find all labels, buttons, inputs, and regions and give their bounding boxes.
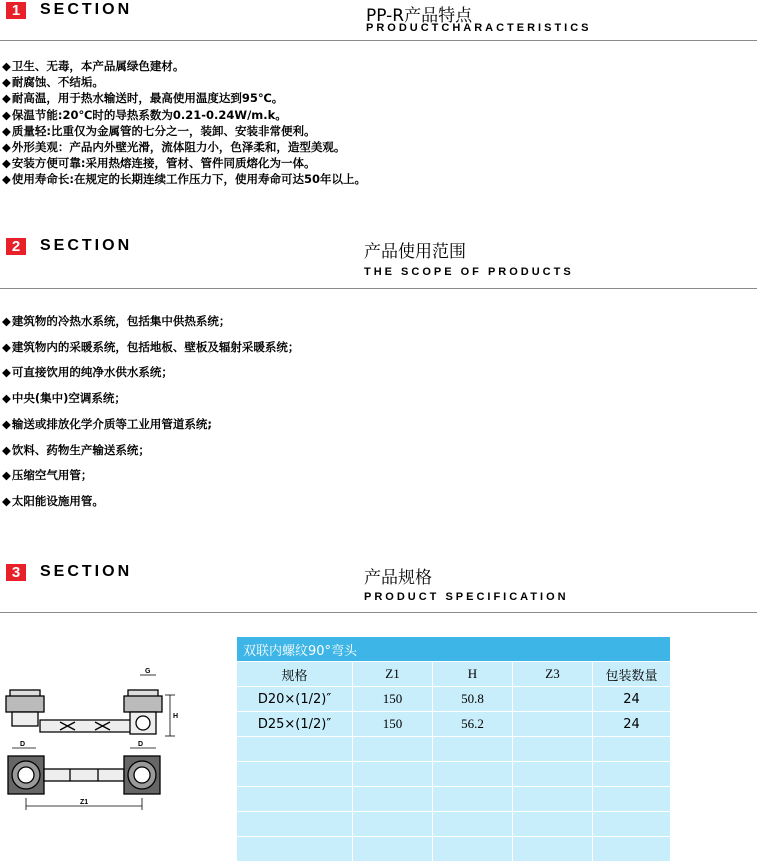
list-item: ◆ 建筑物的冷热水系统，包括集中供热系统； [2,309,299,335]
empty-cell [513,812,593,837]
list-item: ◆ 中央(集中)空调系统； [2,386,299,412]
list-item: ◆ 安装方便可靠:采用热熔连接，管材、管件同质熔化为一体。 [2,155,366,171]
empty-cell [513,787,593,812]
cell-h: 50.8 [433,687,513,712]
cell-z3 [513,712,593,737]
empty-cell [513,762,593,787]
empty-cell [353,787,433,812]
list-item: ◆ 太阳能设施用管。 [2,489,299,515]
fitting-side-view [6,675,175,736]
list-item: ◆ 输送或排放化学介质等工业用管道系统; [2,412,299,438]
header-spec: 规格 [237,662,353,687]
section-number: 1 [6,2,26,19]
empty-cell [433,737,513,762]
empty-cell [237,762,353,787]
section-title-cn: 产品规格 [364,568,432,588]
characteristics-list [2,58,366,188]
header-pack-qty: 包装数量 [593,662,671,687]
section-title-en: PRODUCTCHARACTERISTICS [366,22,592,34]
empty-cell [353,812,433,837]
empty-cell [593,787,671,812]
empty-cell [433,762,513,787]
dimension-label-h: H [173,713,179,720]
header-z1: Z1 [353,662,433,687]
section-word: SECTION [40,237,133,254]
section-title-cn: PP-R产品特点 [366,6,473,26]
list-item: ◆ 质量轻:比重仅为金属管的七分之一，装卸、安装非常便利。 [2,123,366,139]
empty-cell [237,787,353,812]
dimension-label-z1: Z1 [80,799,89,806]
spec-table [236,636,671,862]
section-word: SECTION [40,563,133,580]
empty-table-row [237,812,671,837]
list-item: ◆ 耐高温，用于热水输送时，最高使用温度达到95℃。 [2,90,366,106]
list-item: ◆ 可直接饮用的纯净水供水系统； [2,360,299,386]
empty-table-row [237,787,671,812]
empty-cell [513,837,593,862]
fitting-drawing [0,660,236,860]
cell-spec: D20×(1/2)″ [237,687,353,712]
dimension-label-d-right: D [138,741,144,748]
cell-pack-qty: 24 [593,712,671,737]
cell-z3 [513,687,593,712]
empty-cell [237,837,353,862]
table-header-row [237,662,671,687]
dimension-label-g: G [145,668,151,675]
empty-cell [433,787,513,812]
section-divider [0,612,757,613]
empty-cell [353,762,433,787]
empty-table-row [237,737,671,762]
list-item: ◆ 耐腐蚀、不结垢。 [2,74,366,90]
empty-cell [593,837,671,862]
empty-cell [237,737,353,762]
section-title-en: PRODUCT SPECIFICATION [364,591,569,603]
cell-z1: 150 [353,687,433,712]
table-row [237,712,671,737]
empty-cell [513,737,593,762]
section-word: SECTION [40,1,133,18]
empty-cell [593,762,671,787]
empty-cell [353,837,433,862]
section-divider [0,40,757,41]
list-item: ◆ 压缩空气用管； [2,463,299,489]
table-caption: 双联内螺纹90°弯头 [237,637,671,662]
scope-list [2,309,299,515]
section-number: 2 [6,238,26,255]
empty-cell [593,737,671,762]
empty-cell [433,837,513,862]
empty-table-row [237,837,671,862]
section-number: 3 [6,564,26,581]
cell-pack-qty: 24 [593,687,671,712]
cell-spec: D25×(1/2)″ [237,712,353,737]
cell-z1: 150 [353,712,433,737]
header-z3: Z3 [513,662,593,687]
table-row [237,687,671,712]
empty-cell [237,812,353,837]
empty-cell [433,812,513,837]
section-title-cn: 产品使用范围 [364,242,466,262]
section-divider [0,288,757,289]
empty-cell [593,812,671,837]
dimension-label-d-left: D [20,741,26,748]
list-item: ◆ 卫生、无毒，本产品属绿色建材。 [2,58,366,74]
list-item: ◆ 建筑物内的采暖系统，包括地板、壁板及辐射采暖系统； [2,335,299,361]
list-item: ◆ 外形美观：产品内外壁光滑，流体阻力小，色泽柔和，造型美观。 [2,139,366,155]
header-h: H [433,662,513,687]
empty-table-row [237,762,671,787]
list-item: ◆ 保温节能:20℃时的导热系数为0.21-0.24W/m.k。 [2,107,366,123]
empty-cell [353,737,433,762]
list-item: ◆ 使用寿命长:在规定的长期连续工作压力下，使用寿命可达50年以上。 [2,171,366,187]
table-caption-row [237,637,671,662]
section-title-en: THE SCOPE OF PRODUCTS [364,266,574,278]
cell-h: 56.2 [433,712,513,737]
list-item: ◆ 饮料、药物生产输送系统； [2,438,299,464]
